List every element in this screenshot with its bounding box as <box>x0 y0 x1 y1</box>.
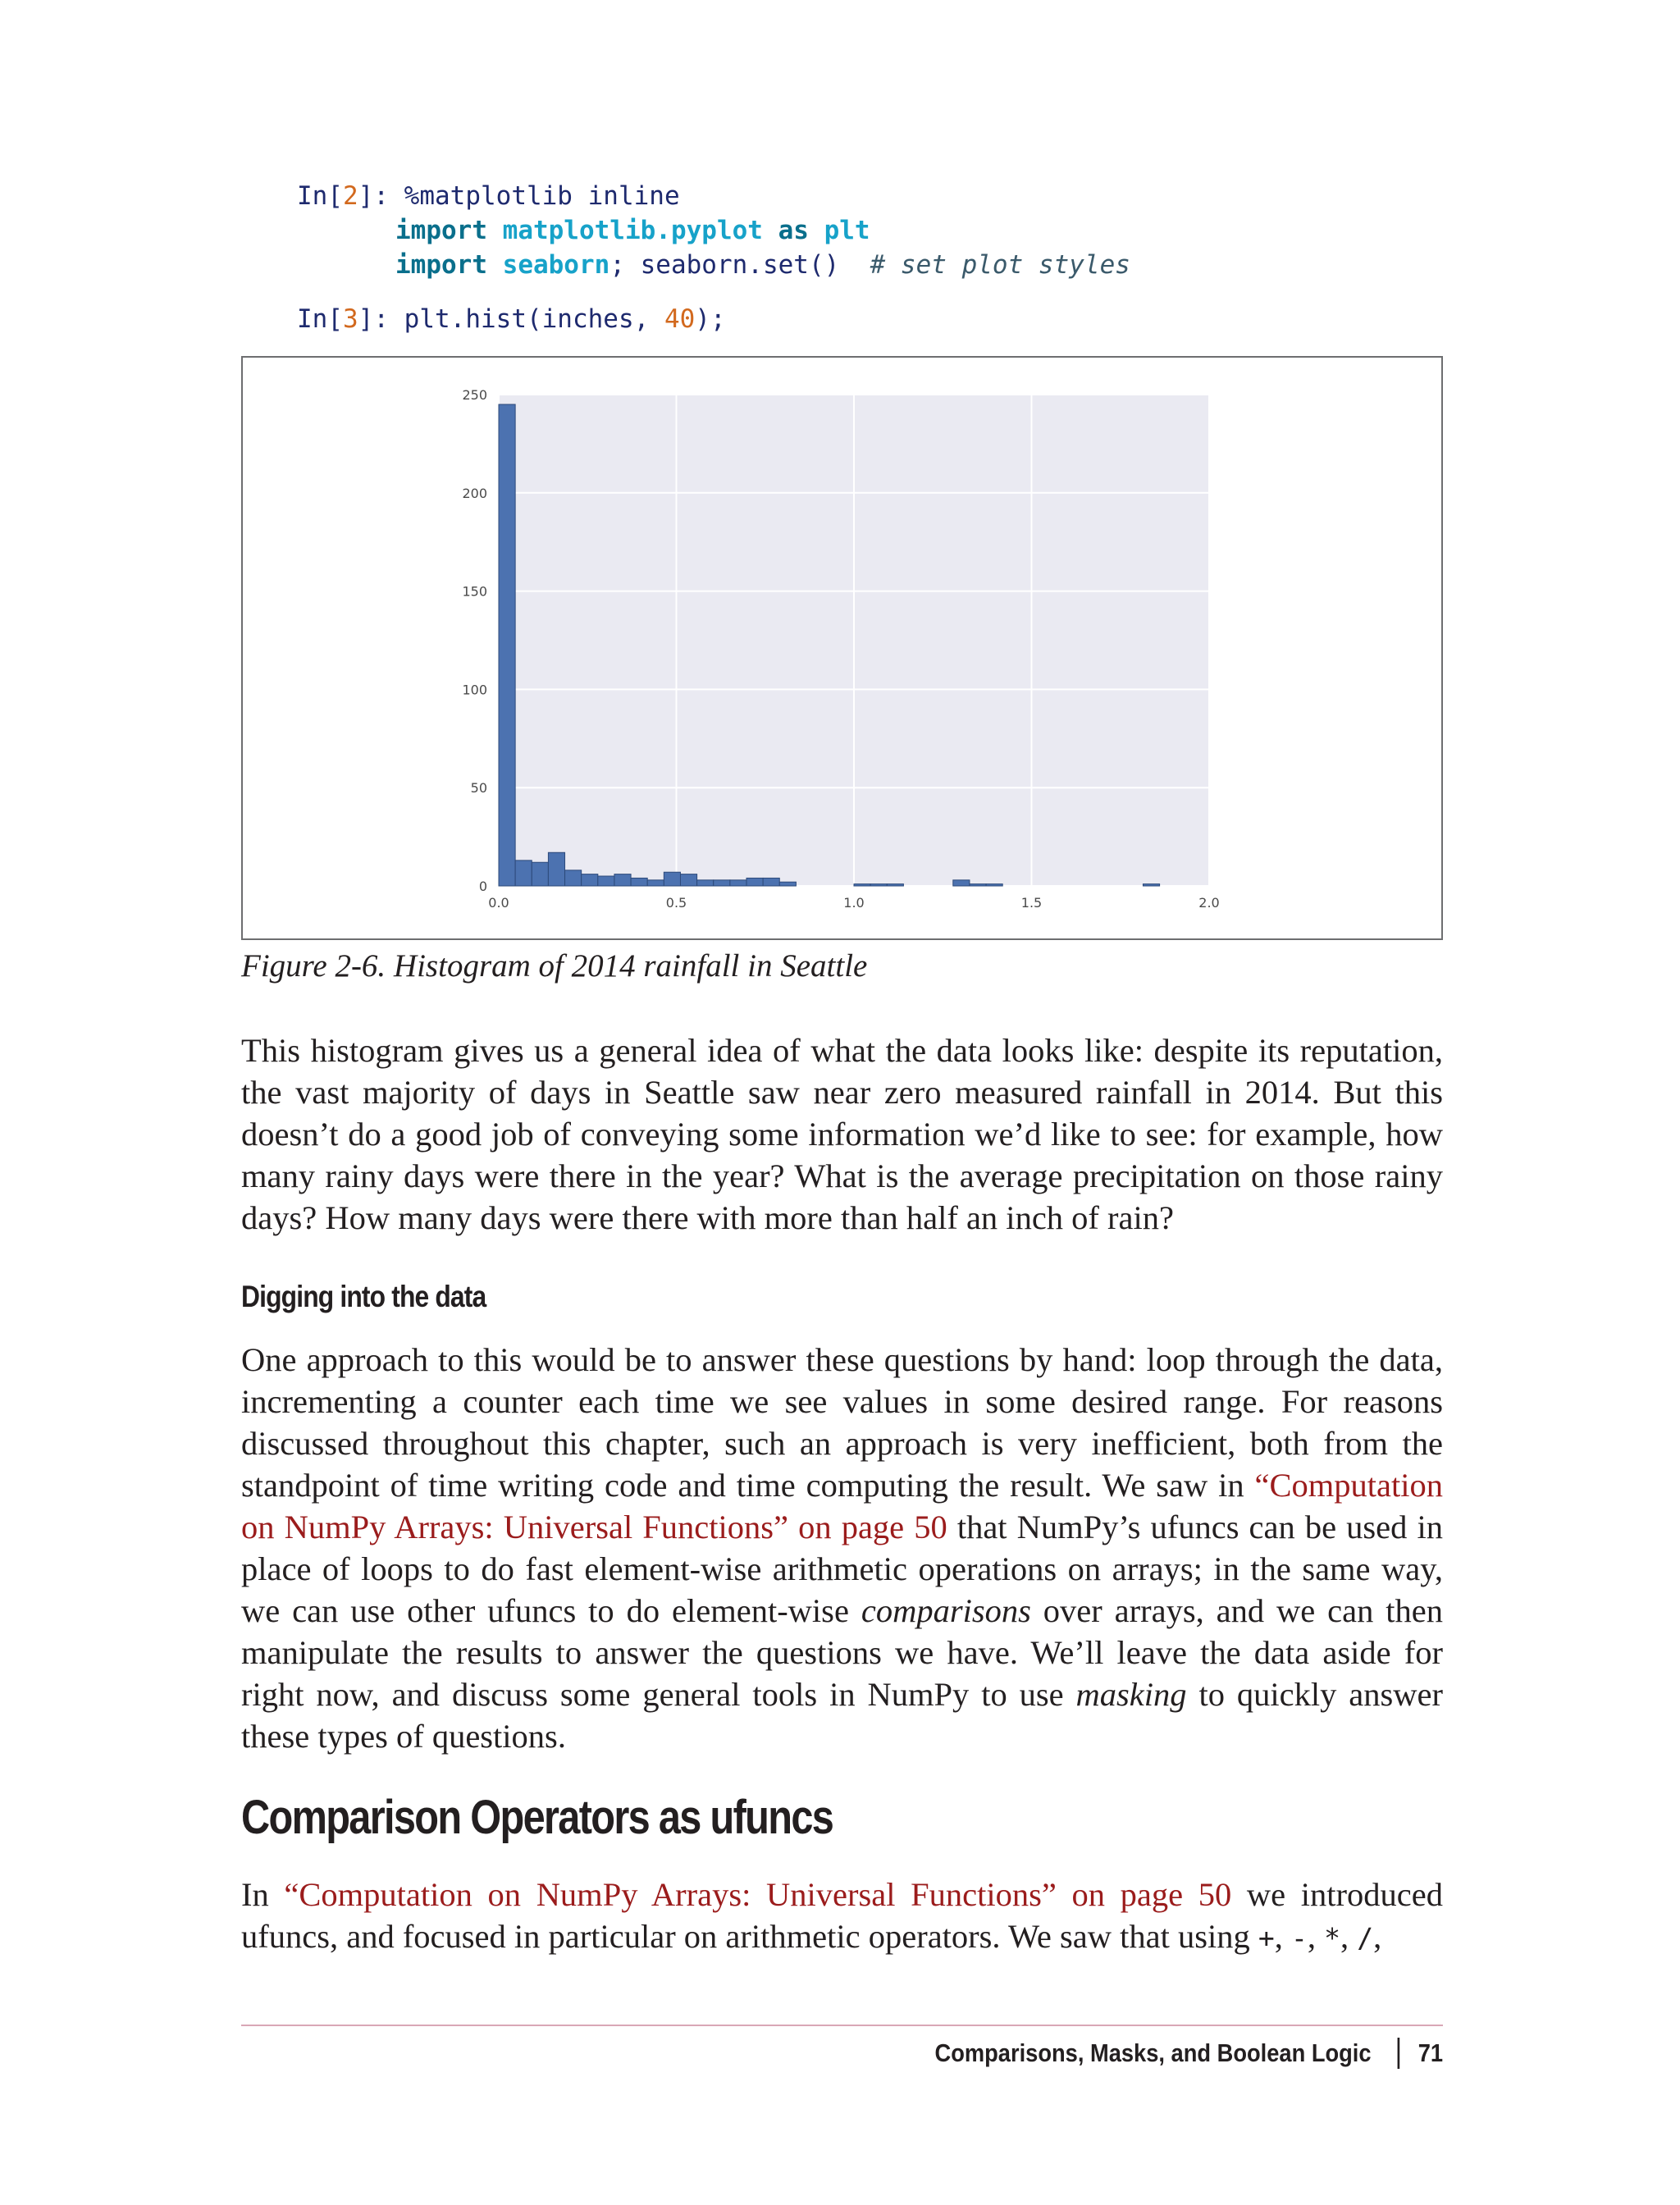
histogram-bar <box>854 884 870 886</box>
histogram-bar <box>870 884 887 886</box>
subsection-heading: Digging into the data <box>241 1280 486 1313</box>
y-tick-label: 100 <box>462 682 487 698</box>
paragraph-intro: This histogram gives us a general idea of what the data looks like: despite its reputation, the vast majority of days in Seattle saw near zero measured rainfall in 2014. But this doesn’t do a good job of conveying some information we’d like to see: for example, how many rainy days were there in the year? What is the average precipitation on those rainy days? How many days were there with more than half an inch of rain? <box>241 1032 1443 1236</box>
x-tick-label: 0.5 <box>665 895 687 911</box>
histogram-bar <box>614 874 631 886</box>
x-tick-label: 2.0 <box>1198 895 1220 911</box>
x-tick-label: 1.0 <box>843 895 865 911</box>
y-tick-label: 200 <box>462 485 487 501</box>
y-tick-label: 0 <box>478 879 487 894</box>
paragraph-comparison: In “Computation on NumPy Arrays: Universal Functions” on page 50 we introduced ufuncs, and focused in particular on arithmetic operators. We saw that using +, -, *, /, <box>241 1876 1443 1955</box>
histogram-bar <box>565 870 582 886</box>
histogram-bar <box>953 880 970 886</box>
histogram-bar <box>499 404 515 886</box>
histogram-bar <box>631 878 647 886</box>
histogram-bar <box>763 878 779 886</box>
x-tick-label: 0.0 <box>488 895 509 911</box>
x-tick-label: 1.5 <box>1020 895 1043 911</box>
histogram-bar <box>680 874 696 886</box>
cross-reference-link[interactable]: “Computation on NumPy Arrays: Universal Functions” on page 50 <box>241 1467 1443 1545</box>
histogram-bar <box>887 884 903 886</box>
histogram-bar <box>664 872 680 886</box>
histogram-chart <box>243 358 1441 938</box>
paragraph-digging: One approach to this would be to answer these questions by hand: loop through the data, incrementing a counter each time we see values in some desired range. For reasons discussed throughout this chapter, such an approach is very inefficient, both from the standpoint of time writing code and time computing the result. We saw in “Computation on NumPy Arrays: Universal Functions” on page 50 that NumPy’s ufuncs can be used in place of loops to do fast element-wise arithmetic operations on arrays; in the same way, we can use other ufuncs to do element-wise comparisons over arrays, and we can then manipulate the results to answer the questions we have. We’ll leave the data aside for right now, and discuss some general tools in NumPy to use masking to quickly answer these types of questions. <box>241 1341 1444 1755</box>
histogram-bar <box>730 880 746 886</box>
histogram-bar <box>746 878 763 886</box>
histogram-bar <box>714 880 730 886</box>
histogram-bar <box>598 876 614 886</box>
code-line-1: In[2]: %matplotlib inline <box>297 181 680 211</box>
code-line-3: import seaborn; seaborn.set() # set plot styles <box>395 250 1130 280</box>
footer-separator <box>1397 2038 1399 2069</box>
footer-section-title: Comparisons, Masks, and Boolean Logic <box>934 2038 1372 2067</box>
footer-rule <box>241 2025 1443 2026</box>
histogram-bar <box>647 880 664 886</box>
histogram-bar <box>515 861 532 886</box>
y-tick-label: 250 <box>462 387 487 403</box>
cross-reference-link-2[interactable]: “Computation on NumPy Arrays: Universal Functions” on page 50 <box>284 1876 1232 1913</box>
section-heading: Comparison Operators as ufuncs <box>241 1791 833 1844</box>
page-number: 71 <box>1418 2038 1443 2067</box>
page-footer <box>934 2038 1443 2069</box>
histogram-bar <box>986 884 1002 886</box>
histogram-bar <box>532 862 548 886</box>
histogram-bar <box>697 880 714 886</box>
histogram-bar <box>970 884 986 886</box>
histogram-bar <box>582 874 598 886</box>
figure-caption: Figure 2-6. Histogram of 2014 rainfall in Seattle <box>241 948 868 984</box>
figure-frame <box>241 356 1443 940</box>
histogram-bar <box>779 882 796 886</box>
histogram-bar <box>1143 884 1159 886</box>
y-tick-label: 50 <box>470 780 487 797</box>
code-line-4: In[3]: plt.hist(inches, 40); <box>297 304 726 334</box>
y-tick-label: 150 <box>462 583 487 600</box>
histogram-bar <box>548 852 564 886</box>
code-line-2: import matplotlib.pyplot as plt <box>395 216 870 245</box>
